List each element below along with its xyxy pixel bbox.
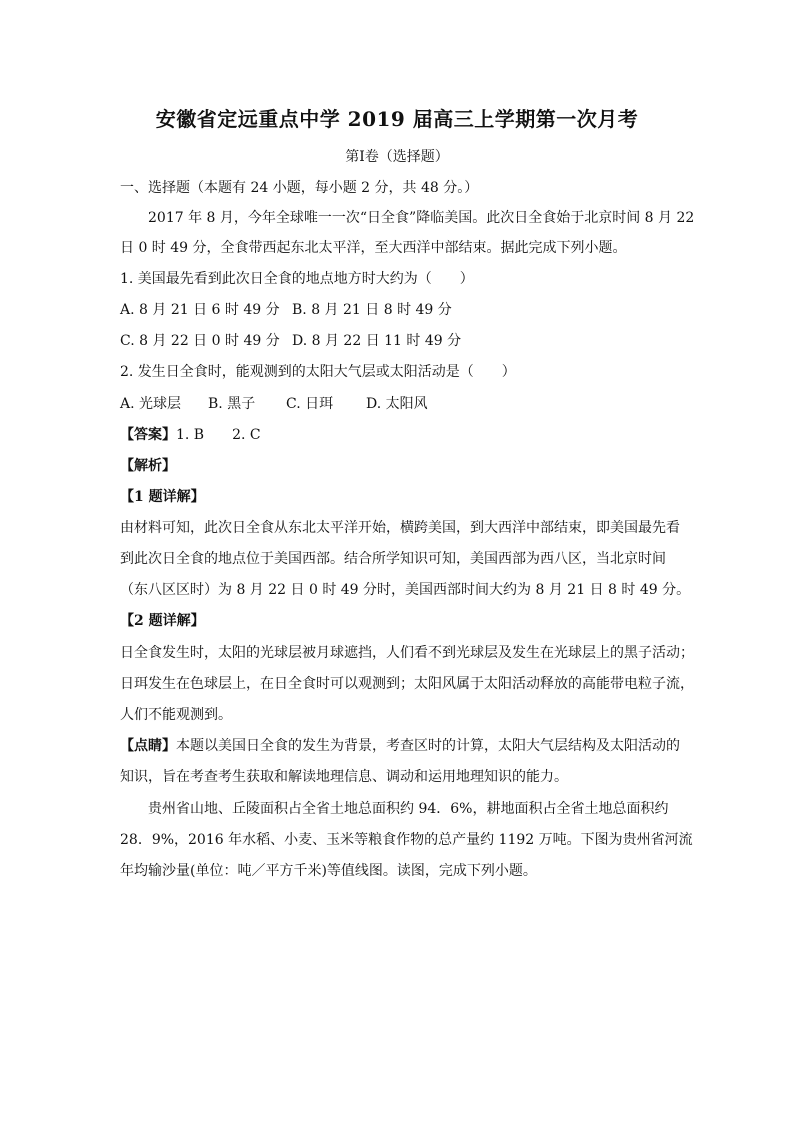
detail-2-label: 【2 题详解】	[120, 613, 205, 629]
material-1-line-1: 2017 年 8 月，今年全球唯一一次“日全食”降临美国。此次日全食始于北京时间 8 月 22	[148, 210, 695, 226]
question-1-stem: 1. 美国最先看到此次日全食的地点地方时大约为（ ）	[120, 271, 474, 287]
question-1-option-a: A. 8 月 21 日 6 时 49 分	[120, 302, 280, 318]
question-1-options-row-2	[120, 331, 680, 351]
analysis-label: 【解析】	[120, 458, 176, 474]
question-1-option-d: D. 8 月 22 日 11 时 49 分	[292, 333, 462, 349]
answer-text: 1. B 2. C	[176, 427, 261, 443]
question-2-stem: 2. 发生日全食时，能观测到的太阳大气层或太阳活动是（ ）	[120, 364, 516, 380]
detail-2-line-2: 日珥发生在色球层上，在日全食时可以观测到；太阳风属于太阳活动释放的高能带电粒子流，	[120, 676, 694, 692]
question-1-option-c: C. 8 月 22 日 0 时 49 分	[120, 333, 280, 349]
detail-1-label: 【1 题详解】	[120, 489, 205, 505]
question-2-option-c: C. 日珥	[286, 396, 334, 412]
answer-line	[120, 425, 680, 445]
material-2-line-3: 年均输沙量(单位：吨／平方千米)等值线图。读图，完成下列小题。	[120, 863, 537, 879]
detail-1-line-1: 由材料可知，此次日全食从东北太平洋开始，横跨美国，到大西洋中部结束，即美国最先看	[120, 520, 680, 536]
page-title: 安徽省定远重点中学 2019 届高三上学期第一次月考	[155, 107, 639, 131]
answer-label: 【答案】	[120, 427, 176, 443]
remark-line-2: 知识，旨在考查考生获取和解读地理信息、调动和运用地理知识的能力。	[120, 769, 568, 785]
detail-2-line-1: 日全食发生时，太阳的光球层被月球遮挡，人们看不到光球层及发生在光球层上的黑子活动；	[120, 645, 694, 661]
detail-1-line-3: （东八区区时）为 8 月 22 日 0 时 49 分时，美国西部时间大约为 8 月 21 日 8 时 49 分。	[120, 582, 691, 598]
material-2-line-1: 贵州省山地、丘陵面积占全省土地总面积约 94．6%，耕地面积占全省土地总面积约	[148, 801, 669, 817]
material-2-line-2: 28．9%，2016 年水稻、小麦、玉米等粮食作物的总产量约 1192 万吨。下图为贵州省河流	[120, 832, 693, 848]
section-heading: 一、选择题（本题有 24 小题，每小题 2 分，共 48 分。）	[120, 180, 479, 196]
question-1-option-b: B. 8 月 21 日 8 时 49 分	[292, 302, 452, 318]
remark-label: 【点睛】	[120, 738, 176, 754]
remark-line-1	[120, 736, 680, 756]
remark-text-1: 本题以美国日全食的发生为背景，考查区时的计算，太阳大气层结构及太阳活动的	[176, 738, 680, 754]
question-2-option-a: A. 光球层	[120, 396, 182, 412]
detail-2-line-3: 人们不能观测到。	[120, 707, 232, 723]
section-subtitle: 第Ⅰ卷（选择题）	[345, 149, 449, 165]
question-2-option-b: B. 黑子	[208, 396, 256, 412]
material-1-line-2: 日 0 时 49 分，全食带西起东北太平洋，至大西洋中部结束。据此完成下列小题。	[120, 240, 627, 256]
question-1-options-row-1	[120, 300, 680, 320]
question-2-options	[120, 394, 680, 414]
detail-1-line-2: 到此次日全食的地点位于美国西部。结合所学知识可知，美国西部为西八区，当北京时间	[120, 551, 666, 567]
question-2-option-d: D. 太阳风	[366, 396, 428, 412]
